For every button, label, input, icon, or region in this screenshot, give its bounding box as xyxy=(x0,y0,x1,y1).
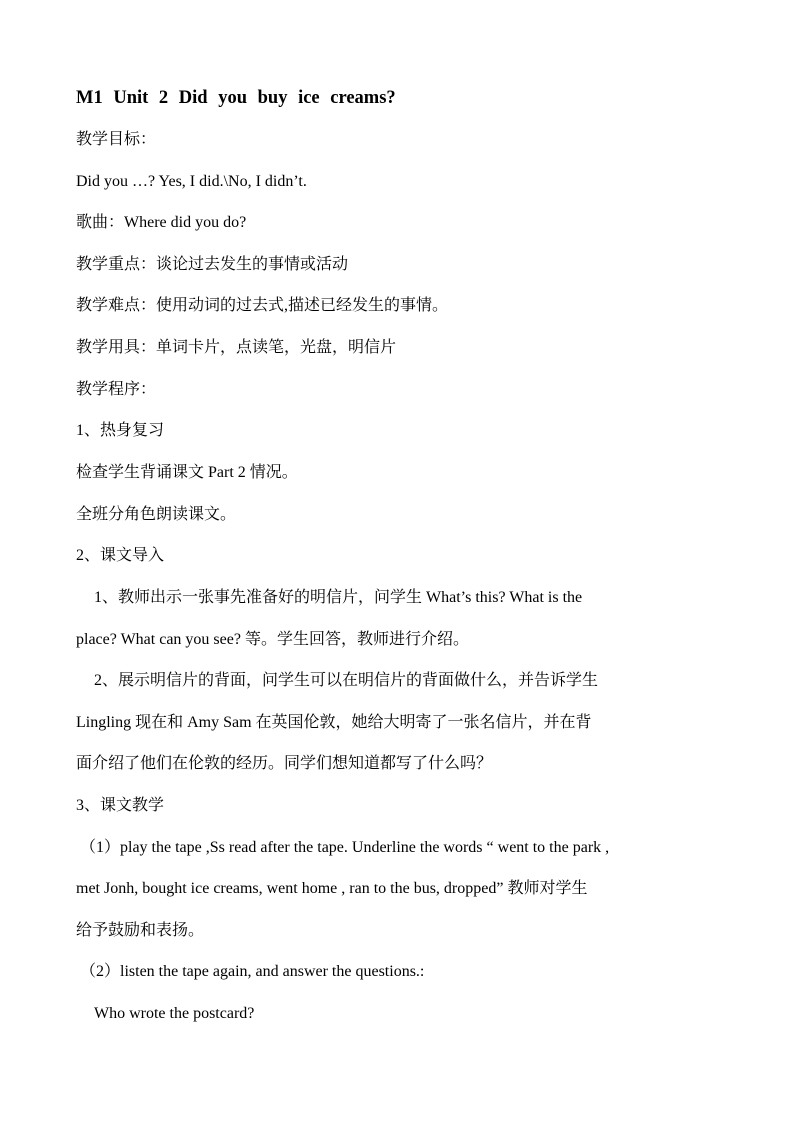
teaching-difficulty: 教学难点：使用动词的过去式,描述已经发生的事情。 xyxy=(76,297,449,314)
teaching-goals-heading: 教学目标： xyxy=(76,131,157,148)
target-sentence: Did you …? Yes, I did.\No, I didn’t. xyxy=(76,173,307,190)
section-2-item-1-line-1: 1、教师出示一张事先准备好的明信片，问学生 What’s this? What is the xyxy=(94,589,583,606)
section-3-item-1-line-3: 给予鼓励和表扬。 xyxy=(76,922,205,939)
teaching-tools: 教学用具：单词卡片，点读笔，光盘，明信片 xyxy=(76,339,397,356)
section-3-item-1-line-2: met Jonh, bought ice creams, went home , ran to the bus, dropped” 教师对学生 xyxy=(76,880,588,897)
section-2-item-2-line-1: 2、展示明信片的背面，问学生可以在明信片的背面做什么，并告诉学生 xyxy=(94,672,599,689)
section-2-item-2-line-2: Lingling 现在和 Amy Sam 在英国伦敦，她给大明寄了一张名信片，并在背 xyxy=(76,714,592,731)
section-1-heading: 1、热身复习 xyxy=(76,422,165,439)
song-line: 歌曲：Where did you do? xyxy=(76,214,247,231)
document-title: M1 Unit 2 Did you buy ice creams? xyxy=(76,88,396,108)
section-1-line-2: 全班分角色朗读课文。 xyxy=(76,506,237,523)
section-2-item-1-line-2: place? What can you see? 等。学生回答，教师进行介绍。 xyxy=(76,631,469,648)
question-line: Who wrote the postcard? xyxy=(94,1005,255,1022)
section-3-item-1-line-1: （1）play the tape ,Ss read after the tape. Underline the words “ went to the park , xyxy=(80,839,610,856)
teaching-focus: 教学重点：谈论过去发生的事情或活动 xyxy=(76,256,349,273)
section-3-heading: 3、课文教学 xyxy=(76,797,165,814)
section-3-item-2-line-1: （2）listen the tape again, and answer the questions.: xyxy=(80,963,425,980)
teaching-procedure-heading: 教学程序： xyxy=(76,381,157,398)
section-2-heading: 2、课文导入 xyxy=(76,547,165,564)
section-2-item-2-line-3: 面介绍了他们在伦敦的经历。同学们想知道都写了什么吗？ xyxy=(76,755,493,772)
section-1-line-1: 检查学生背诵课文 Part 2 情况。 xyxy=(76,464,298,481)
